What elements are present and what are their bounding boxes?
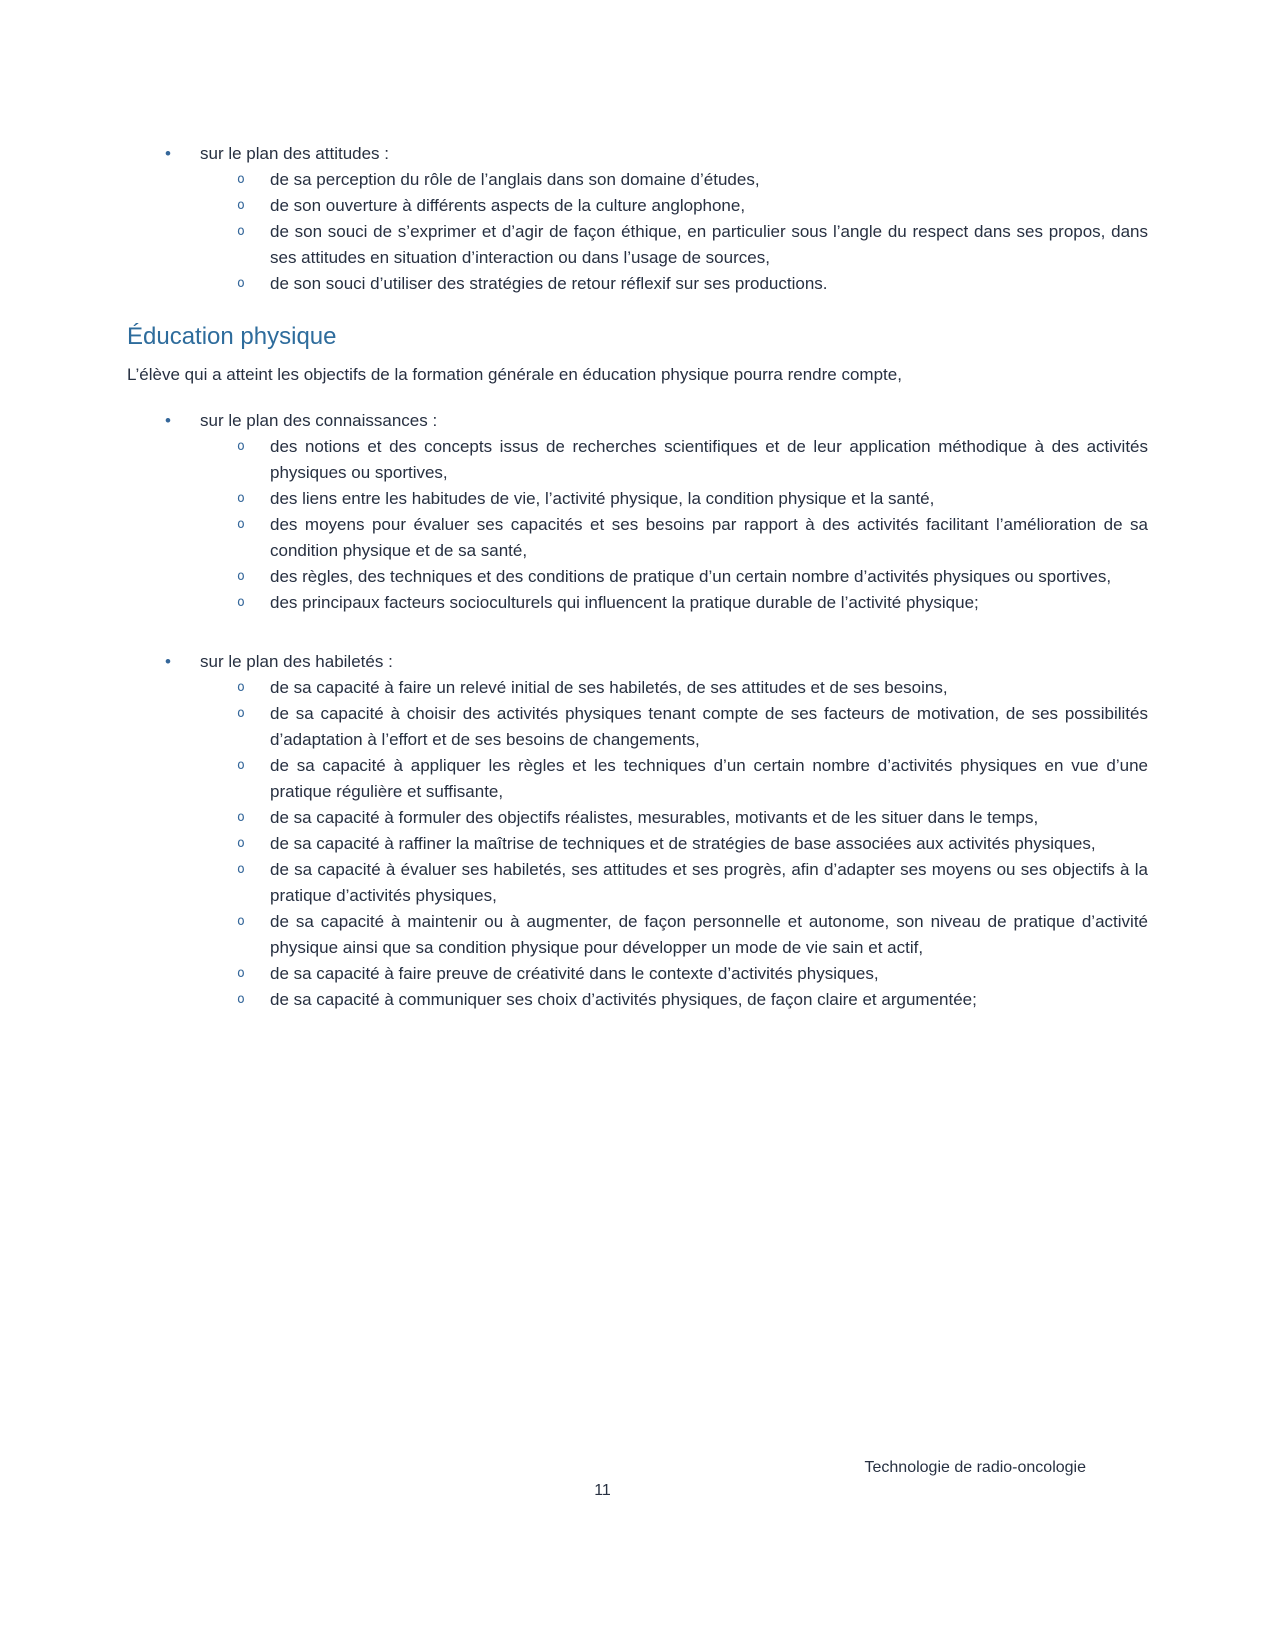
connaissances-block [127,408,1148,616]
circle-bullet-icon: o [237,276,245,291]
list-item [200,167,1148,193]
attitudes-label: sur le plan des attitudes : [200,144,390,163]
list-item-text: de son souci de s’exprimer et d’agir de façon éthique, en particulier sous l’angle du respect dans ses propos, dans ses attitudes en situation d’interaction ou dans l’usage de sources, [270,222,1148,267]
circle-bullet-icon: o [237,439,245,454]
list-item [200,675,1148,701]
list-item-text: de sa capacité à maintenir ou à augmenter, de façon personnelle et autonome, son niveau de pratique d’activité physique ainsi que sa condition physique pour développer un mode de vie sain et actif, [270,912,1148,957]
list-item [200,831,1148,857]
list-item [200,564,1148,590]
list-item-text: de sa capacité à évaluer ses habiletés, ses attitudes et ses progrès, afin d’adapter ses moyens ou ses objectifs à la pratique d’activités physiques, [270,860,1148,905]
section-heading: Éducation physique [127,323,337,350]
circle-bullet-icon: o [237,914,245,929]
page-content [127,141,1148,1013]
circle-bullet-icon: o [237,966,245,981]
circle-bullet-icon: o [237,491,245,506]
list-item [200,590,1148,616]
circle-bullet-icon: o [237,569,245,584]
list-item-text: de son ouverture à différents aspects de la culture anglophone, [270,196,746,215]
list-item [200,961,1148,987]
circle-bullet-icon: o [237,836,245,851]
list-item-text: de sa capacité à faire preuve de créativité dans le contexte d’activités physiques, [270,964,879,983]
circle-bullet-icon: o [237,595,245,610]
circle-bullet-icon: o [237,862,245,877]
circle-bullet-icon: o [237,517,245,532]
circle-bullet-icon: o [237,198,245,213]
list-item-text: de sa capacité à faire un relevé initial de ses habiletés, de ses attitudes et de ses besoins, [270,678,948,697]
circle-bullet-icon: o [237,680,245,695]
list-item [200,805,1148,831]
list-item [200,434,1148,486]
list-item [200,193,1148,219]
list-item [200,753,1148,805]
circle-bullet-icon: o [237,992,245,1007]
list-item-text: des moyens pour évaluer ses capacités et ses besoins par rapport à des activités facilitant l’amélioration de sa condition physique et de sa santé, [270,515,1148,560]
list-item [200,219,1148,271]
list-item-text: de sa capacité à raffiner la maîtrise de techniques et de stratégies de base associées aux activités physiques, [270,834,1096,853]
circle-bullet-icon: o [237,172,245,187]
list-item [200,701,1148,753]
footer-doc-title: Technologie de radio-oncologie [864,1459,1086,1476]
bullet-icon: • [165,652,171,671]
list-item-text: de sa capacité à communiquer ses choix d’activités physiques, de façon claire et argumentée; [270,990,977,1009]
circle-bullet-icon: o [237,758,245,773]
page-footer [127,1458,1148,1501]
list-item-text: des règles, des techniques et des conditions de pratique d’un certain nombre d’activités physiques ou sportives, [270,567,1112,586]
list-item [200,486,1148,512]
page-number: 11 [594,1482,611,1499]
circle-bullet-icon: o [237,706,245,721]
attitudes-block [127,141,1148,297]
intro-paragraph: L’élève qui a atteint les objectifs de la formation générale en éducation physique pourra rendre compte, [127,365,902,384]
list-item-text: des principaux facteurs socioculturels qui influencent la pratique durable de l’activité physique; [270,593,979,612]
connaissances-label: sur le plan des connaissances : [200,411,438,430]
list-item-text: de sa capacité à formuler des objectifs réalistes, mesurables, motivants et de les situer dans le temps, [270,808,1039,827]
list-item-text: des liens entre les habitudes de vie, l’activité physique, la condition physique et la santé, [270,489,935,508]
list-item [200,271,1148,297]
list-item-text: de sa perception du rôle de l’anglais dans son domaine d’études, [270,170,760,189]
bullet-icon: • [165,411,171,430]
list-item-text: des notions et des concepts issus de recherches scientifiques et de leur application méthodique à des activités physiques ou sportives, [270,437,1148,482]
habiletes-label: sur le plan des habiletés : [200,652,393,671]
list-item [200,909,1148,961]
list-item [200,512,1148,564]
list-item-text: de son souci d’utiliser des stratégies de retour réflexif sur ses productions. [270,274,828,293]
habiletes-block [127,649,1148,1013]
list-item [200,987,1148,1013]
list-item-text: de sa capacité à appliquer les règles et les techniques d’un certain nombre d’activités physiques en vue d’une pratique régulière et suffisante, [270,756,1148,801]
bullet-icon: • [165,144,171,163]
list-item [200,857,1148,909]
circle-bullet-icon: o [237,810,245,825]
list-item-text: de sa capacité à choisir des activités physiques tenant compte de ses facteurs de motivation, de ses possibilités d’adaptation à l’effort et de ses besoins de changements, [270,704,1148,749]
circle-bullet-icon: o [237,224,245,239]
